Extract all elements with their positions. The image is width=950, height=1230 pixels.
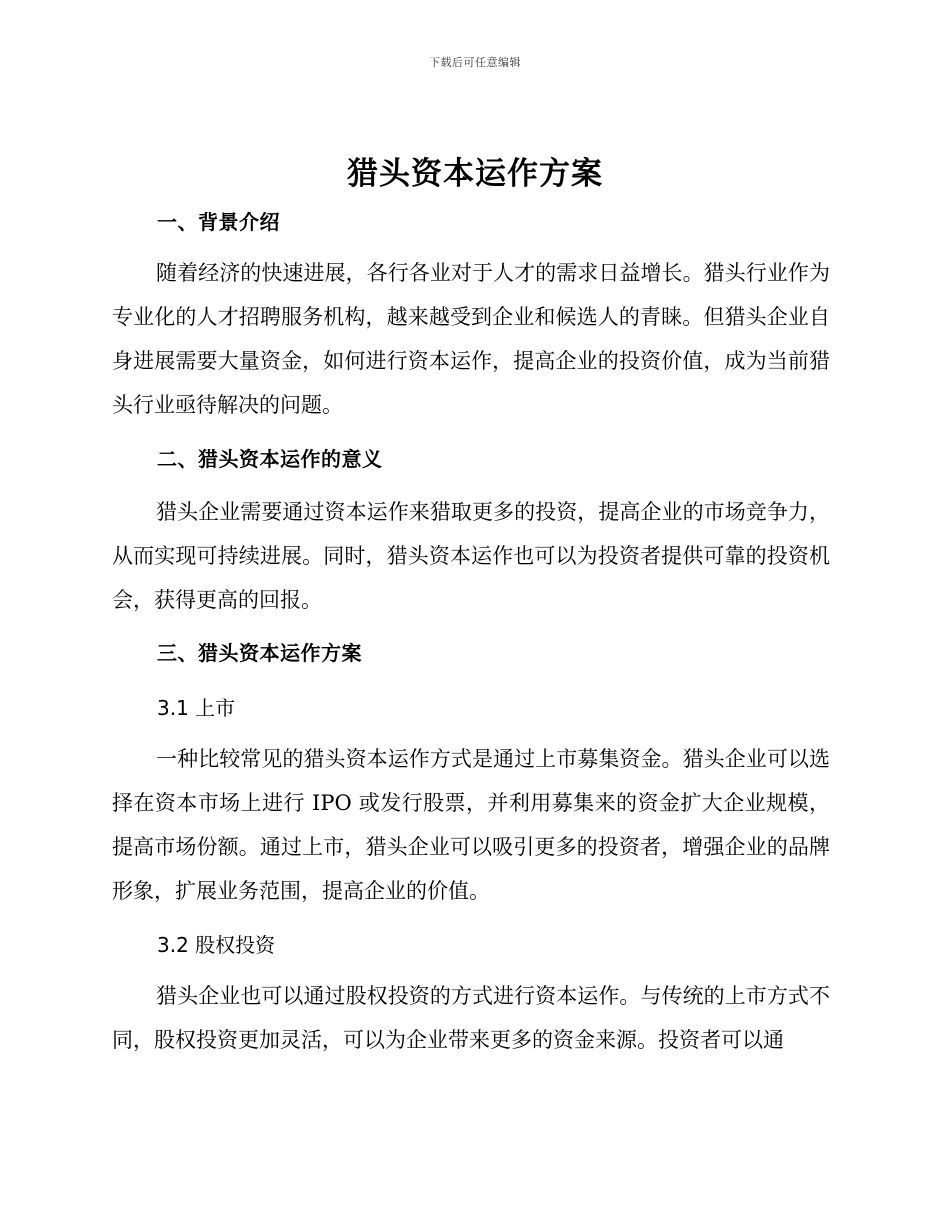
subsection-heading-ipo: 3.1 上市: [157, 696, 236, 720]
paragraph-background: 随着经济的快速进展，各行各业对于人才的需求日益增长。猎头行业作为专业化的人才招聘服务机构，越来越受到企业和候选人的青睐。但猎头企业自身进展需要大量资金，如何进行资本运作，提高企业的投资价值，成为当前猎头行业亟待解决的问题。: [112, 261, 830, 417]
paragraph-ipo: 一种比较常见的猎头资本运作方式是通过上市募集资金。猎头企业可以选择在资本市场上进行 IPO 或发行股票，并利用募集来的资金扩大企业规模，提高市场份额。通过上市，猎头企业可以吸引更多的投资者，增强企业的品牌形象，扩展业务范围，提高企业的价值。: [112, 747, 830, 903]
paragraph-significance: 猎头企业需要通过资本运作来猎取更多的投资，提高企业的市场竞争力，从而实现可持续进展。同时，猎头资本运作也可以为投资者提供可靠的投资机会，获得更高的回报。: [112, 500, 830, 612]
document-title: 猎头资本运作方案: [347, 156, 603, 192]
paragraph-equity: 猎头企业也可以通过股权投资的方式进行资本运作。与传统的上市方式不同，股权投资更加灵活，可以为企业带来更多的资金来源。投资者可以通: [112, 984, 830, 1052]
section-heading-background: 一、背景介绍: [157, 210, 280, 234]
section-heading-significance: 二、猎头资本运作的意义: [157, 447, 383, 471]
header-note: 下载后可任意编辑: [429, 56, 521, 69]
section-heading-plan: 三、猎头资本运作方案: [157, 641, 362, 665]
subsection-heading-equity: 3.2 股权投资: [157, 933, 276, 957]
